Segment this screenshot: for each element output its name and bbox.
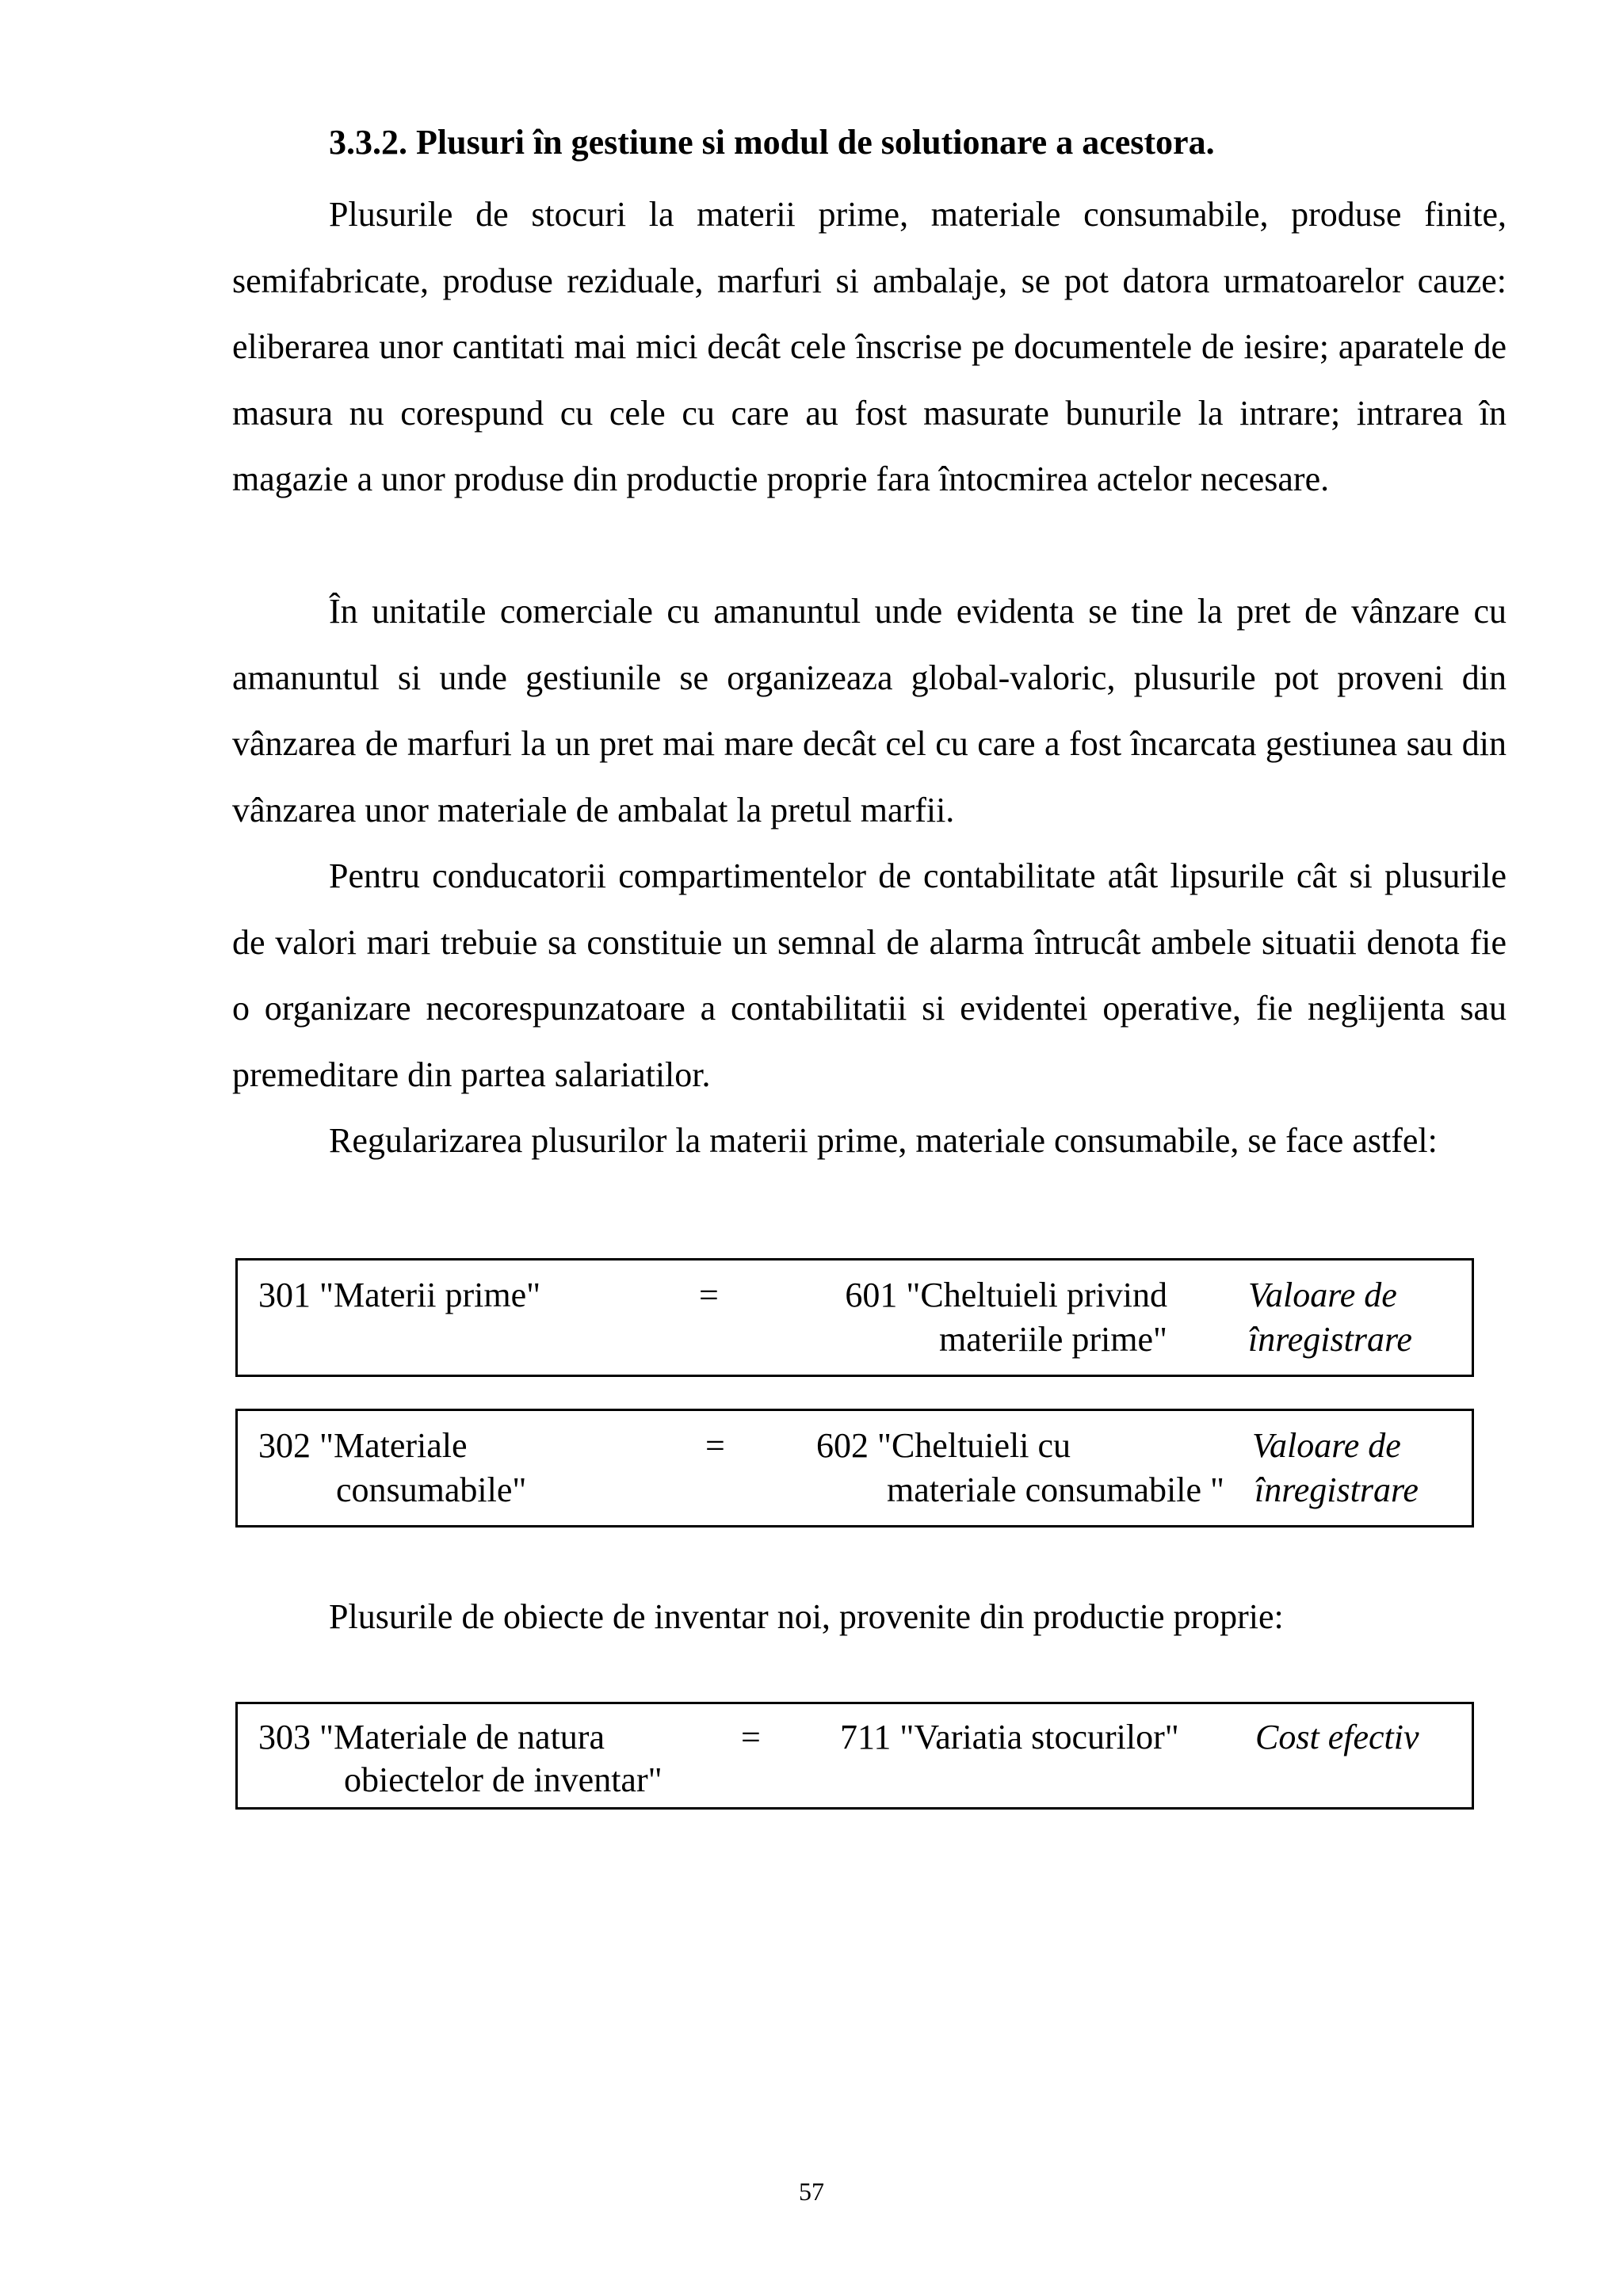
debit-account-line2: consumabile": [336, 1470, 527, 1509]
journal-entry-302: [235, 1409, 1474, 1527]
value-note-line1: Valoare de: [1248, 1276, 1397, 1314]
paragraph-retail: În unitatile comerciale cu amanuntul unde evidenta se tine la pret de vânzare cu amanuntul si unde gestiunile se organizeaza global-valoric, plusurile pot proveni din vânzarea de marfuri la un pret mai mare decât cel cu care a fost încarcata gestiunea sau din vânzarea unor materiale de ambalat la pretul marfii.: [232, 592, 1507, 830]
value-note-line2: înregistrare: [1248, 1320, 1412, 1359]
debit-account-line1: 303 "Materiale de natura: [258, 1718, 605, 1756]
equals-sign: =: [705, 1426, 725, 1465]
credit-account-line1: 601 "Cheltuieli privind: [845, 1276, 1167, 1314]
paragraph-regularization: Regularizarea plusurilor la materii prime, materiale consumabile, se face astfel:: [329, 1121, 1438, 1160]
journal-entry-303: [235, 1702, 1474, 1810]
value-note-line2: înregistrare: [1254, 1470, 1419, 1509]
debit-account-line1: 302 "Materiale: [258, 1426, 468, 1465]
debit-account-line2: obiectelor de inventar": [344, 1760, 663, 1799]
credit-account-line2: materiile prime": [939, 1320, 1167, 1359]
journal-entry-301: [235, 1258, 1474, 1377]
page-number: 57: [799, 2177, 824, 2206]
credit-account-line2: materiale consumabile ": [886, 1470, 1224, 1509]
debit-account: 301 "Materii prime": [258, 1276, 541, 1314]
credit-account-line1: 602 "Cheltuieli cu: [816, 1426, 1071, 1465]
credit-account: 711 "Variatia stocurilor": [840, 1718, 1179, 1756]
equals-sign: =: [699, 1276, 719, 1314]
value-note: Cost efectiv: [1255, 1718, 1419, 1756]
equals-sign: =: [741, 1718, 761, 1756]
paragraph-inventory: Plusurile de obiecte de inventar noi, provenite din productie proprie:: [329, 1597, 1284, 1636]
paragraph-causes: Plusurile de stocuri la materii prime, materiale consumabile, produse finite, semifabricate, produse reziduale, marfuri si ambalaje, se pot datora urmatoarelor cauze: eliberarea unor cantitati mai mici decât cele înscrise pe documentele de iesire; aparatele de masura nu corespund cu cele cu care au fost masurate bunurile la intrare; intrarea în magazie a unor produse din productie proprie fara întocmirea actelor necesare.: [232, 195, 1507, 498]
value-note-line1: Valoare de: [1252, 1426, 1401, 1465]
paragraph-managers: Pentru conducatorii compartimentelor de contabilitate atât lipsurile cât si plusurile de valori mari trebuie sa constituie un semnal de alarma întrucât ambele situatii denota fie o organizare necorespunzatoare a contabilitatii si evidentei operative, fie neglijenta sau premeditare din partea salariatilor.: [232, 856, 1507, 1094]
section-heading: 3.3.2. Plusuri în gestiune si modul de solutionare a acestora.: [329, 123, 1215, 162]
